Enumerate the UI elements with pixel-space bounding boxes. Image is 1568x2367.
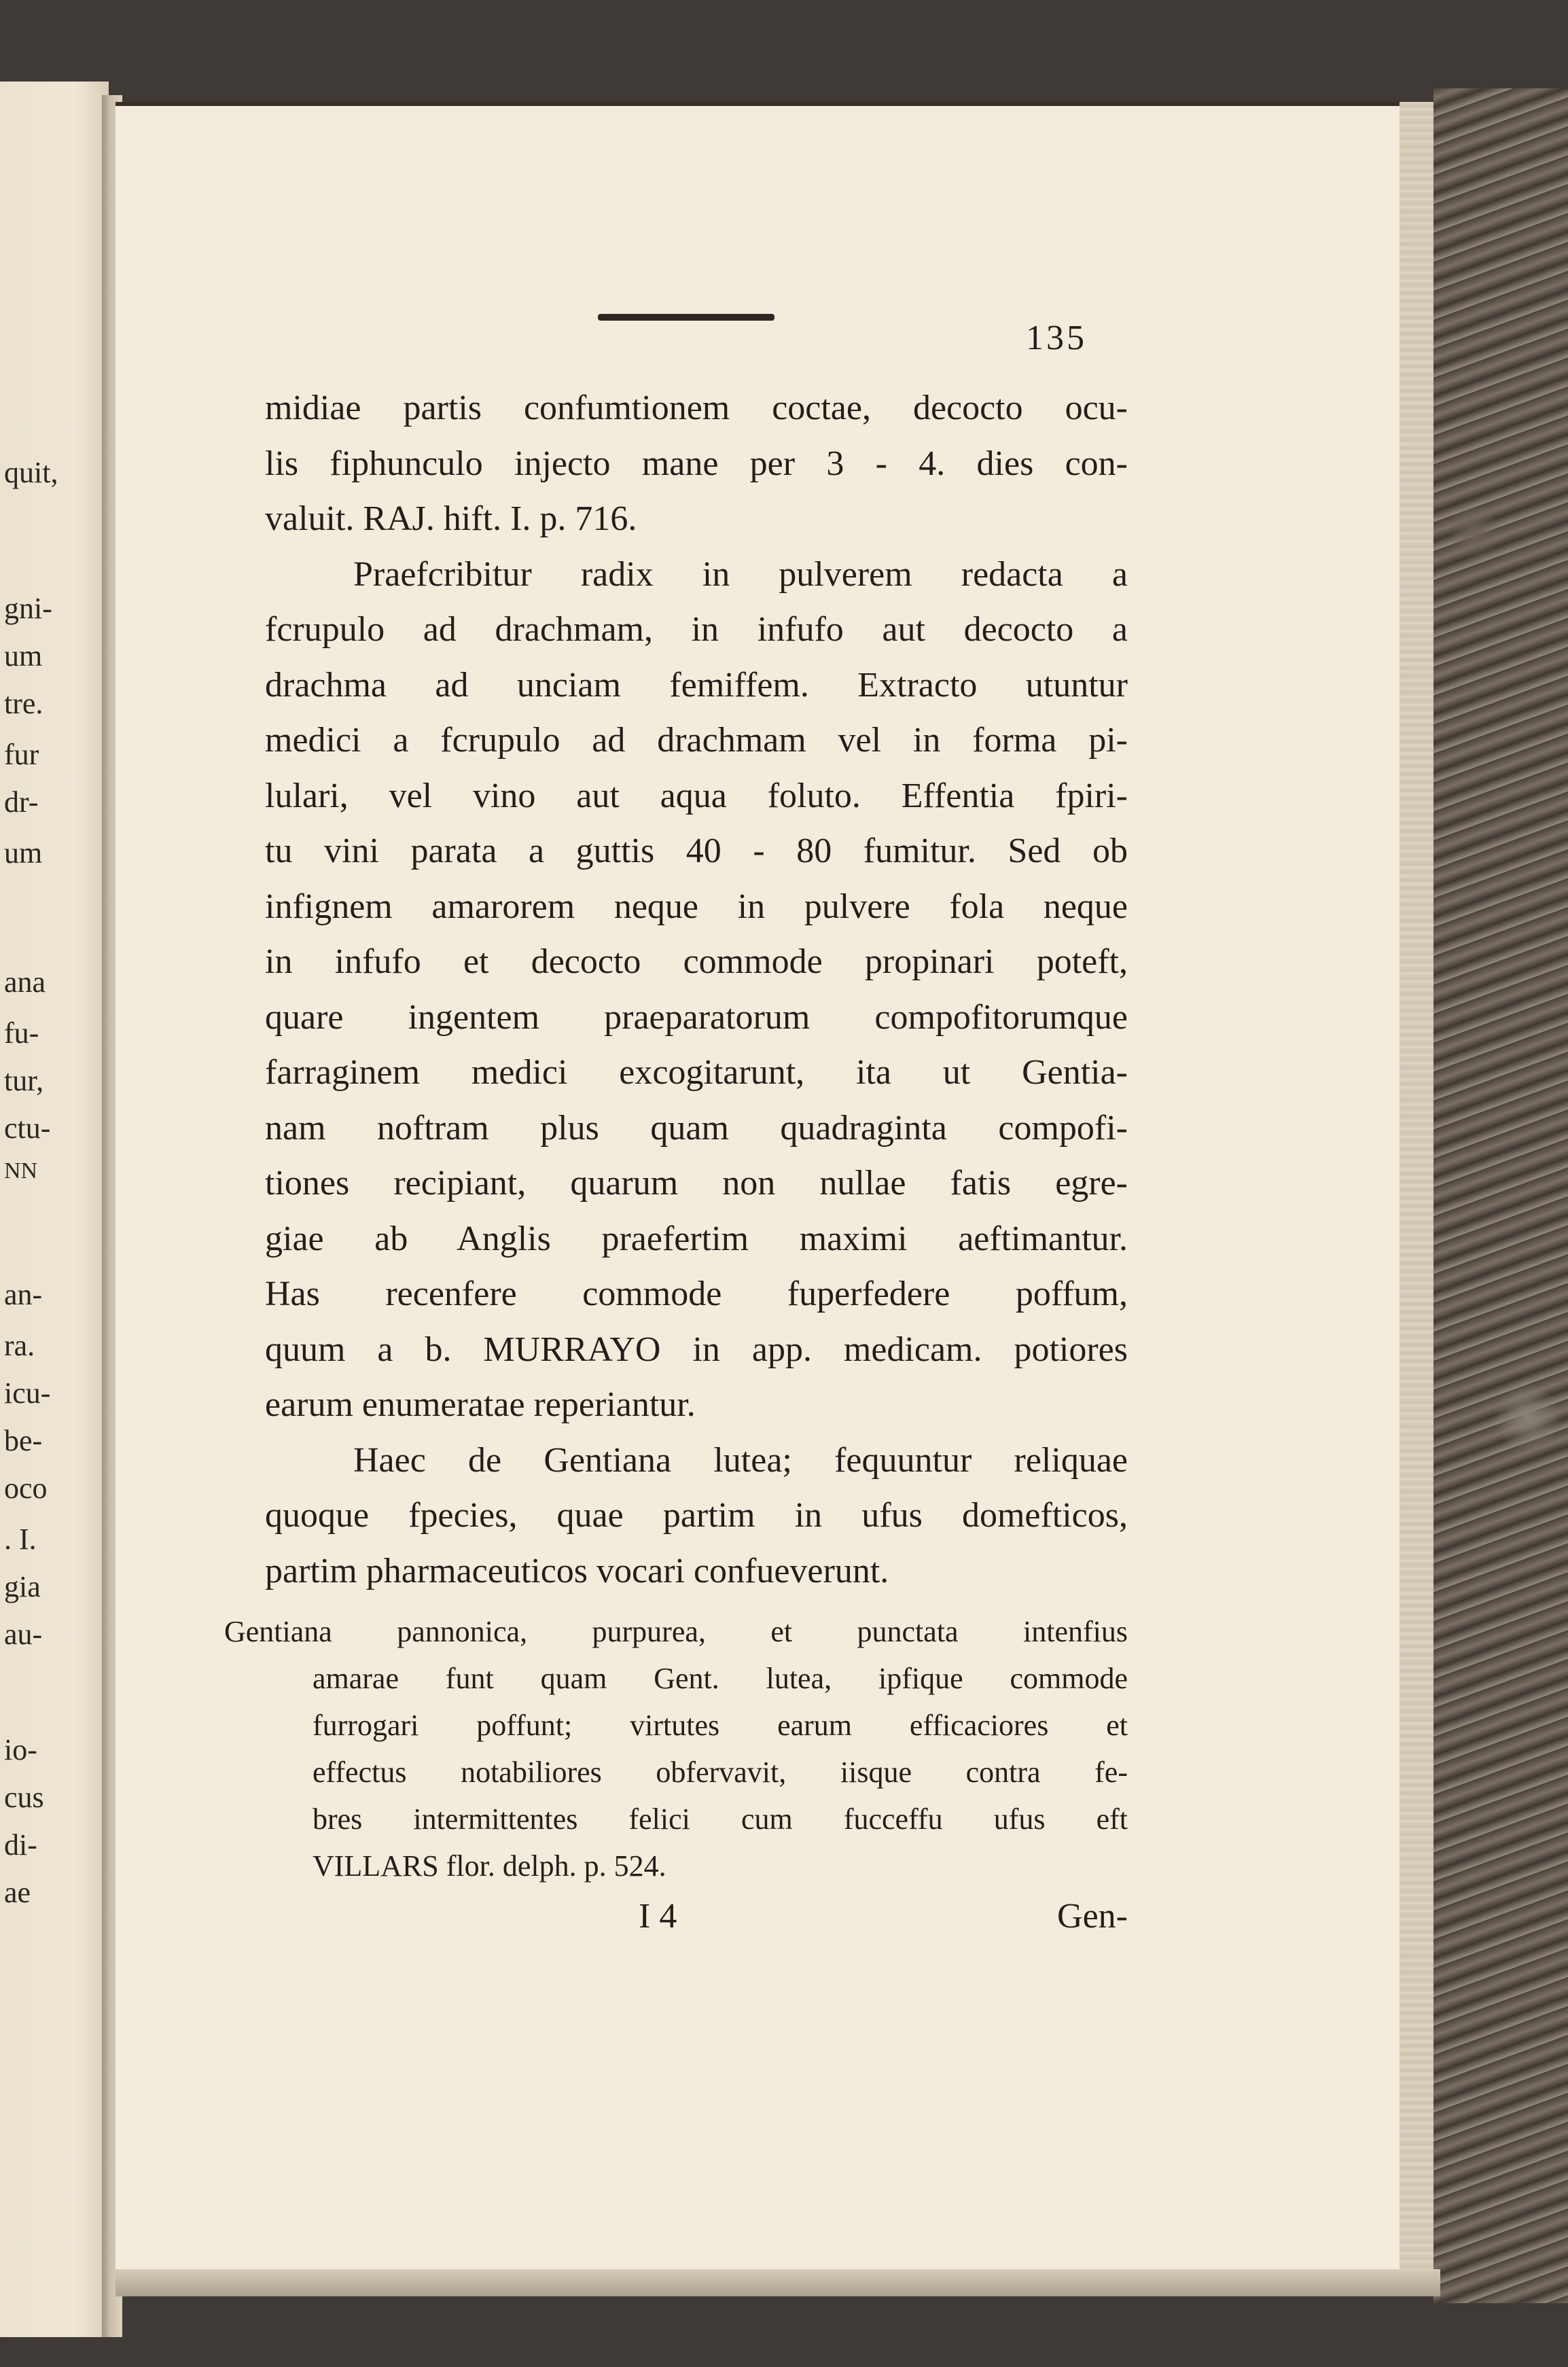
left-fragment: NN (4, 1158, 38, 1184)
footnote-line: furrogari poffunt; virtutes earum efficaciores et (313, 1709, 1128, 1742)
left-fragment: fur (4, 738, 39, 771)
text-line: lis fiphunculo injecto mane per 3 - 4. dies con- (265, 444, 1128, 483)
signature-line (265, 1889, 1128, 1944)
text-line: nam noftram plus quam quadraginta compofi- (265, 1108, 1128, 1147)
text-line: quum a b. MURRAYO in app. medicam. potiores (265, 1330, 1128, 1369)
text-line: Haec de Gentiana lutea; fequuntur reliquae (353, 1440, 1128, 1480)
footnote-line: VILLARS flor. delph. p. 524. (313, 1849, 666, 1883)
left-fragment: . I. (4, 1523, 37, 1556)
footnote-line: amarae funt quam Gent. lutea, ipfique commode (313, 1662, 1128, 1695)
left-fragment: icu- (4, 1376, 51, 1410)
left-facing-page (0, 82, 109, 2337)
catchword: Gen- (1057, 1897, 1128, 1936)
footnote (224, 1608, 1128, 1889)
left-fragment: tur, (4, 1064, 44, 1097)
text-line: fcrupulo ad drachmam, in infufo aut decocto a (265, 610, 1128, 649)
footnote-line: effectus notabiliores obfervavit, iisque contra fe- (313, 1756, 1128, 1789)
text-line: infignem amarorem neque in pulvere fola neque (265, 887, 1128, 926)
text-line: valuit. RAJ. hift. I. p. 716. (265, 499, 637, 538)
text-line: tu vini parata a guttis 40 - 80 fumitur. Sed ob (265, 832, 1128, 870)
text-line: in infufo et decocto commode propinari poteft, (265, 942, 1128, 981)
left-fragment: cus (4, 1781, 44, 1814)
left-fragment: ae (4, 1876, 31, 1909)
text-line: tiones recipiant, quarum non nullae fatis egre- (265, 1164, 1128, 1203)
bottom-page-edge (115, 2269, 1440, 2296)
left-fragment: oco (4, 1472, 48, 1505)
text-line: quoque fpecies, quae partim in ufus domefticos, (265, 1496, 1128, 1535)
left-fragment: ra. (4, 1329, 35, 1362)
left-fragment: fu- (4, 1016, 39, 1050)
footnote-line: bres intermittentes felici cum fucceffu ufus eft (313, 1802, 1128, 1836)
text-line: lulari, vel vino aut aqua foluto. Effentia fpiri- (265, 776, 1128, 815)
left-fragment: tre. (4, 687, 43, 720)
left-fragment: um (4, 836, 43, 870)
header-rule (598, 314, 774, 321)
page-body (224, 380, 1128, 1944)
text-line: farraginem medici excogitarunt, ita ut Gentia- (265, 1053, 1128, 1092)
page-number: 135 (1026, 319, 1087, 357)
text-line: Has recenfere commode fuperfedere poffum, (265, 1275, 1128, 1313)
text-line: midiae partis confumtionem coctae, decocto ocu- (265, 389, 1128, 427)
text-line: partim pharmaceuticos vocari confueverunt. (265, 1551, 889, 1590)
left-fragment: ana (4, 965, 46, 999)
left-fragment: an- (4, 1278, 43, 1311)
marbled-cover-edge (1433, 88, 1568, 2303)
text-line: quare ingentem praeparatorum compofitorumque (265, 997, 1128, 1037)
left-fragment: gni- (4, 592, 52, 625)
text-line: earum enumeratae reperiantur. (265, 1385, 696, 1424)
signature-mark: I 4 (639, 1897, 677, 1936)
left-fragment: gia (4, 1570, 41, 1603)
text-line: Praefcribitur radix in pulverem redacta a (353, 554, 1128, 594)
left-fragment: ctu- (4, 1111, 51, 1145)
text-line: medici a fcrupulo ad drachmam vel in forma pi- (265, 721, 1128, 760)
text-line: drachma ad unciam femiffem. Extracto utuntur (265, 665, 1128, 705)
left-fragment: dr- (4, 785, 39, 819)
left-fragment: be- (4, 1424, 43, 1457)
footnote-line: Gentiana pannonica, purpurea, et punctata intenfius (224, 1615, 1128, 1648)
text-line: giae ab Anglis praefertim maximi aeftimantur. (265, 1219, 1128, 1258)
left-fragment: au- (4, 1618, 43, 1651)
left-fragment: um (4, 639, 43, 673)
left-fragment: di- (4, 1828, 37, 1862)
left-fragment: quit, (4, 456, 58, 489)
left-fragment: io- (4, 1733, 37, 1766)
